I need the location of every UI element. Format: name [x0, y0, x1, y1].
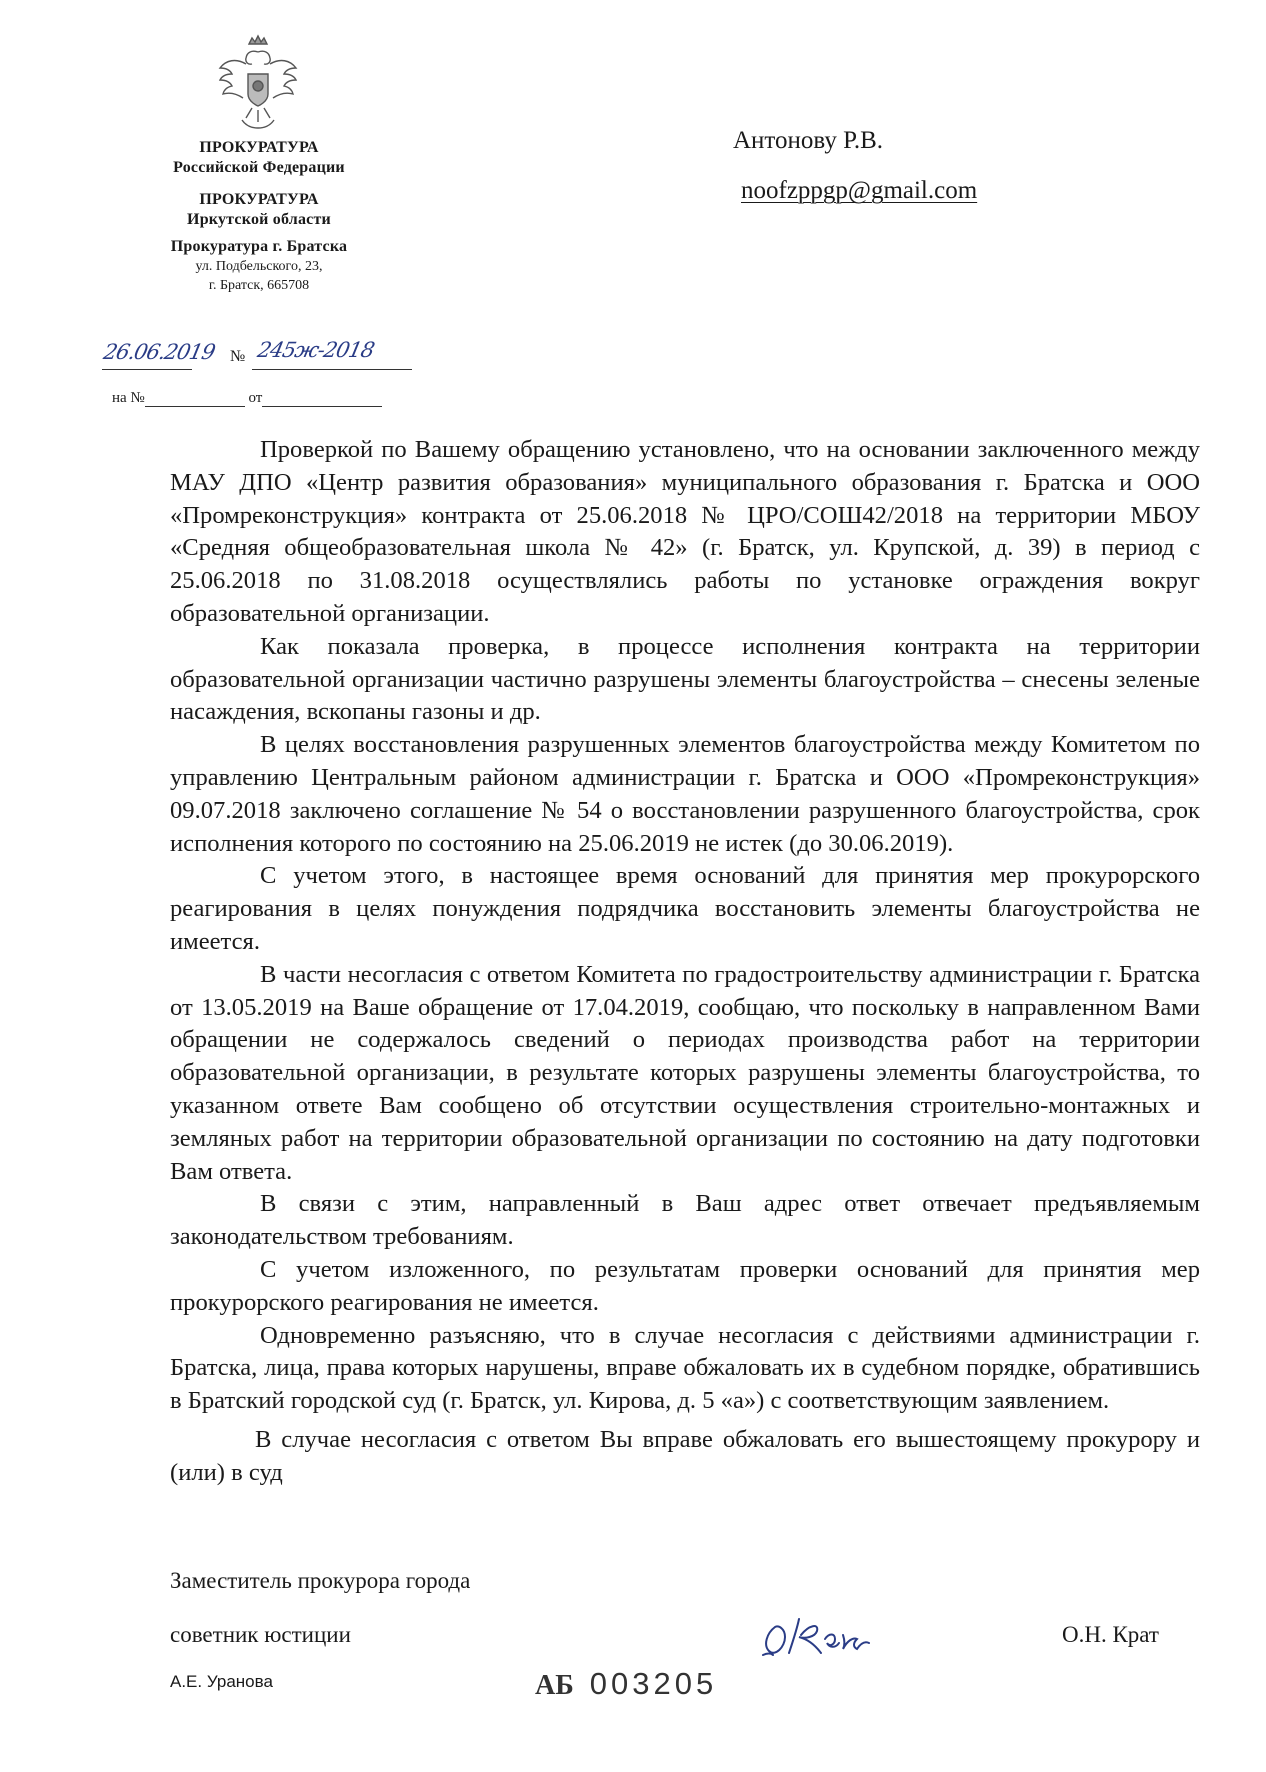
org-name: ПРОКУРАТУРА — [199, 139, 319, 156]
form-series: АБ — [535, 1670, 574, 1701]
body-paragraph: Проверкой по Вашему обращению установлено, что на основании заключенного между МАУ ДПО «Центр развития образования» муниципального образования г. Братска и ООО «Промреконструкция» контракта от 25.06.2018 № ЦРО/СОШ42/2018 на территории МБОУ «Средняя общеобразовательная школа № 42» (г. Братск, ул. Крупской, д. 39) в период с 25.06.2018 по 31.08.2018 осуществлялись работы по установке ограждения вокруг образовательной организации. — [170, 436, 1200, 627]
body-paragraph: Как показала проверка, в процессе исполнения контракта на территории образовательной организации частично разрушены элементы благоустройства – снесены зеленые насаждения, вскопаны газоны и др. — [170, 632, 1200, 726]
issuer-header — [120, 138, 398, 295]
signer-name: О.Н. Крат — [1062, 1622, 1159, 1647]
signer-rank: советник юстиции — [170, 1622, 351, 1647]
address-line: ул. Подбельского, 23, — [195, 259, 323, 274]
outgoing-number — [102, 336, 414, 376]
handwritten-date: 26.06.2019 — [101, 340, 217, 364]
form-serial-number — [535, 1666, 717, 1702]
body-paragraph: В части несогласия с ответом Комитета по градостроительству администрации г. Братска от 13.05.2019 на Ваше обращение от 17.04.2019, сообщаю, что поскольку в направленном Вами обращении не содержалось сведений о периодах производства работ на территории образовательной организации, в результате которых разрушены элементы благоустройства, то указанном ответе Вам сообщено об отсутствии осуществления строительно-монтажных и земляных работ на территории образовательной организации по состоянию на дату подготовки Вам ответа. — [170, 960, 1200, 1185]
body-paragraph: В целях восстановления разрушенных элементов благоустройства между Комитетом по управлению Центральным районом администрации г. Братска и ООО «Промреконструкция» 09.07.2018 заключено соглашение № 54 о восстановлении разрушенного благоустройства, срок исполнения которого по состоянию на 25.06.2019 не истек (до 30.06.2019). — [170, 731, 1200, 857]
date-underline — [102, 369, 192, 370]
body-paragraph: С учетом изложенного, по результатам проверки оснований для принятия мер прокурорского реагирования не имеется. — [170, 1255, 1200, 1316]
ref-date-blank — [262, 406, 382, 407]
regional-org-sub: Иркутской области — [187, 211, 331, 228]
ref-number-blank — [145, 406, 245, 407]
body-paragraph: С учетом этого, в настоящее время оснований для принятия мер прокурорского реагирования в целях понуждения подрядчика восстановить элементы благоустройства не имеется. — [170, 862, 1200, 955]
addressee-name: Антонову Р.В. — [733, 127, 884, 154]
org-name-sub: Российской Федерации — [173, 159, 345, 176]
number-underline — [252, 369, 412, 370]
city-org-name: Прокуратура г. Братска — [170, 238, 348, 255]
letter-body — [170, 434, 1200, 1490]
address-line: г. Братск, 665708 — [208, 278, 310, 293]
handwritten-signature — [755, 1605, 925, 1675]
signer-position: Заместитель прокурора города — [170, 1568, 471, 1593]
regional-org-name: ПРОКУРАТУРА — [199, 191, 319, 208]
handwritten-number: 245ж-2018 — [255, 338, 377, 362]
body-paragraph: В случае несогласия с ответом Вы вправе обжаловать его вышестоящему прокурору и (или) в суд — [170, 1425, 1200, 1486]
coat-of-arms-emblem-icon — [212, 34, 304, 134]
ref-from: от — [248, 390, 263, 406]
body-paragraph: Одновременно разъясняю, что в случае несогласия с действиями администрации г. Братска, лица, права которых нарушены, вправе обжаловать их в судебном порядке, обратившись в Братский городской суд (г. Братск, ул. Кирова, д. 5 «а») с соответствующим заявлением. — [170, 1321, 1200, 1415]
number-sign: № — [230, 348, 246, 365]
body-paragraph: В связи с этим, направленный в Ваш адрес ответ отвечает предъявляемым законодательством требованиям. — [170, 1190, 1200, 1251]
executor-name: А.Е. Уранова — [170, 1672, 273, 1691]
ref-prefix: на № — [112, 390, 145, 406]
reference-number — [112, 390, 382, 407]
form-number: 003205 — [589, 1666, 718, 1701]
addressee-email: noofzppgp@gmail.com — [741, 177, 978, 204]
